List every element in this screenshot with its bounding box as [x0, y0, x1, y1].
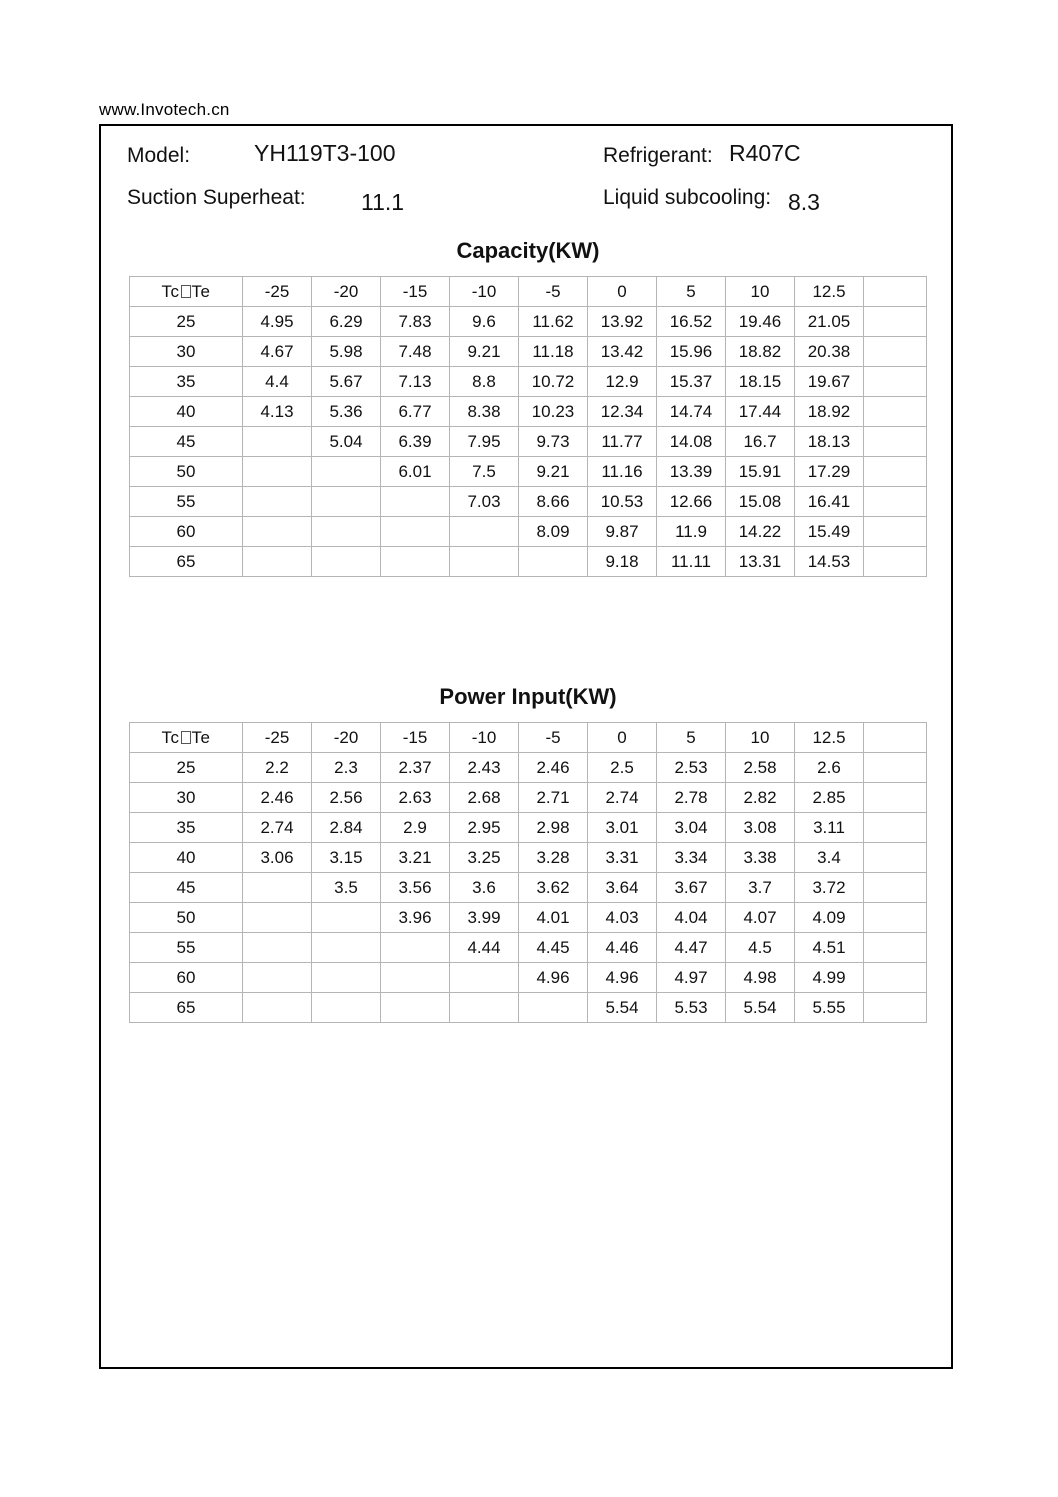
data-cell: 5.67 [312, 367, 381, 397]
corner-separator-icon [181, 285, 191, 298]
data-cell [381, 487, 450, 517]
data-cell: 17.44 [726, 397, 795, 427]
spec-header [127, 138, 927, 222]
data-cell: 5.36 [312, 397, 381, 427]
data-cell: 10.72 [519, 367, 588, 397]
site-url: www.Invotech.cn [99, 100, 230, 119]
liquid-subcooling-value: 8.3 [788, 189, 820, 215]
data-cell: 8.38 [450, 397, 519, 427]
data-cell [381, 993, 450, 1023]
row-header: 60 [130, 517, 243, 547]
data-cell: 5.54 [588, 993, 657, 1023]
data-cell: 12.66 [657, 487, 726, 517]
data-cell: 4.96 [519, 963, 588, 993]
data-cell: 21.05 [795, 307, 864, 337]
data-cell [450, 993, 519, 1023]
data-cell: 9.73 [519, 427, 588, 457]
refrigerant-value: R407C [729, 140, 801, 166]
data-cell [450, 547, 519, 577]
table-row [130, 427, 927, 457]
data-cell [381, 963, 450, 993]
table-row [130, 487, 927, 517]
row-header: 65 [130, 993, 243, 1023]
table-row [130, 517, 927, 547]
data-cell: 18.82 [726, 337, 795, 367]
data-cell: 3.08 [726, 813, 795, 843]
data-cell: 11.18 [519, 337, 588, 367]
row-header: 55 [130, 933, 243, 963]
column-header: 5 [657, 277, 726, 307]
data-cell: 3.15 [312, 843, 381, 873]
corner-label-left: Tc [161, 281, 180, 301]
table-row [130, 963, 927, 993]
data-cell-trailing [864, 307, 927, 337]
data-cell: 15.08 [726, 487, 795, 517]
column-header: -5 [519, 277, 588, 307]
table-row [130, 457, 927, 487]
data-cell: 8.66 [519, 487, 588, 517]
table-row [130, 903, 927, 933]
suction-superheat-label: Suction Superheat: [127, 186, 306, 209]
suction-superheat-value: 11.1 [361, 189, 405, 215]
row-header: 25 [130, 307, 243, 337]
row-header: 40 [130, 397, 243, 427]
data-cell: 10.23 [519, 397, 588, 427]
column-header-trailing [864, 277, 927, 307]
data-cell: 3.4 [795, 843, 864, 873]
data-cell: 3.96 [381, 903, 450, 933]
data-cell: 3.01 [588, 813, 657, 843]
data-cell: 7.13 [381, 367, 450, 397]
data-cell: 2.56 [312, 783, 381, 813]
data-cell: 12.34 [588, 397, 657, 427]
data-cell-trailing [864, 843, 927, 873]
data-cell: 4.4 [243, 367, 312, 397]
row-header: 45 [130, 427, 243, 457]
data-cell [381, 547, 450, 577]
data-cell [243, 487, 312, 517]
data-cell: 15.37 [657, 367, 726, 397]
data-cell: 3.21 [381, 843, 450, 873]
data-cell [243, 903, 312, 933]
data-cell: 4.51 [795, 933, 864, 963]
spec-header-row-1 [127, 138, 927, 180]
row-header: 60 [130, 963, 243, 993]
row-header: 45 [130, 873, 243, 903]
data-cell: 18.15 [726, 367, 795, 397]
data-cell-trailing [864, 963, 927, 993]
table-header-row [130, 277, 927, 307]
data-cell: 9.6 [450, 307, 519, 337]
column-header: 10 [726, 723, 795, 753]
column-header: 5 [657, 723, 726, 753]
data-cell [243, 457, 312, 487]
data-cell: 4.96 [588, 963, 657, 993]
power-input-title: Power Input(KW) [439, 684, 617, 709]
data-cell: 9.87 [588, 517, 657, 547]
data-cell [381, 517, 450, 547]
data-cell [519, 993, 588, 1023]
data-cell [450, 517, 519, 547]
column-header: 10 [726, 277, 795, 307]
data-cell: 4.99 [795, 963, 864, 993]
data-cell: 2.43 [450, 753, 519, 783]
data-cell-trailing [864, 903, 927, 933]
data-cell [312, 457, 381, 487]
data-cell: 19.46 [726, 307, 795, 337]
data-cell: 5.55 [795, 993, 864, 1023]
column-header: -25 [243, 723, 312, 753]
capacity-table [129, 276, 927, 577]
data-cell-trailing [864, 367, 927, 397]
data-cell: 3.62 [519, 873, 588, 903]
model-label: Model: [127, 144, 191, 167]
data-cell [243, 933, 312, 963]
spec-header-row-2 [127, 180, 927, 222]
data-cell [519, 547, 588, 577]
data-cell: 2.46 [519, 753, 588, 783]
data-cell: 11.9 [657, 517, 726, 547]
data-cell: 3.67 [657, 873, 726, 903]
data-cell: 4.97 [657, 963, 726, 993]
data-cell: 2.74 [243, 813, 312, 843]
data-cell: 3.11 [795, 813, 864, 843]
data-cell: 18.92 [795, 397, 864, 427]
data-cell: 4.03 [588, 903, 657, 933]
data-cell: 18.13 [795, 427, 864, 457]
data-cell: 3.99 [450, 903, 519, 933]
data-cell-trailing [864, 933, 927, 963]
data-cell-trailing [864, 993, 927, 1023]
corner-label-left: Tc [161, 727, 180, 747]
column-header: 0 [588, 277, 657, 307]
data-cell: 4.47 [657, 933, 726, 963]
liquid-subcooling-label: Liquid subcooling: [603, 186, 772, 209]
table-row [130, 993, 927, 1023]
data-cell: 3.31 [588, 843, 657, 873]
data-cell [243, 963, 312, 993]
data-cell: 9.18 [588, 547, 657, 577]
data-cell-trailing [864, 547, 927, 577]
model-value: YH119T3-100 [254, 140, 396, 166]
data-cell: 4.95 [243, 307, 312, 337]
data-cell: 5.53 [657, 993, 726, 1023]
table-row [130, 873, 927, 903]
data-cell: 2.37 [381, 753, 450, 783]
data-cell: 15.96 [657, 337, 726, 367]
data-cell: 2.58 [726, 753, 795, 783]
data-cell: 7.03 [450, 487, 519, 517]
data-cell: 4.46 [588, 933, 657, 963]
data-cell: 6.29 [312, 307, 381, 337]
data-cell: 3.56 [381, 873, 450, 903]
capacity-title: Capacity(KW) [456, 238, 600, 263]
data-cell: 2.68 [450, 783, 519, 813]
data-cell-trailing [864, 487, 927, 517]
table-header-row [130, 723, 927, 753]
column-header: 0 [588, 723, 657, 753]
row-header: 25 [130, 753, 243, 783]
corner-label-right: Te [191, 727, 211, 747]
table-row [130, 397, 927, 427]
data-cell [312, 903, 381, 933]
row-header: 50 [130, 457, 243, 487]
data-cell: 8.09 [519, 517, 588, 547]
data-cell [450, 963, 519, 993]
data-cell: 4.01 [519, 903, 588, 933]
data-cell-trailing [864, 337, 927, 367]
data-cell: 2.53 [657, 753, 726, 783]
data-cell: 5.04 [312, 427, 381, 457]
data-cell [243, 873, 312, 903]
data-cell: 4.44 [450, 933, 519, 963]
data-cell: 2.95 [450, 813, 519, 843]
data-cell [312, 487, 381, 517]
data-cell: 11.62 [519, 307, 588, 337]
table-row [130, 783, 927, 813]
data-cell [312, 547, 381, 577]
table-row [130, 547, 927, 577]
row-header: 30 [130, 337, 243, 367]
column-header: -5 [519, 723, 588, 753]
data-cell: 3.28 [519, 843, 588, 873]
data-cell: 3.72 [795, 873, 864, 903]
power-input-table [129, 722, 927, 1023]
data-cell-trailing [864, 517, 927, 547]
data-cell: 2.85 [795, 783, 864, 813]
row-header: 50 [130, 903, 243, 933]
data-cell: 2.9 [381, 813, 450, 843]
data-cell: 13.92 [588, 307, 657, 337]
data-cell [312, 933, 381, 963]
data-cell: 2.46 [243, 783, 312, 813]
data-cell-trailing [864, 813, 927, 843]
data-cell: 3.38 [726, 843, 795, 873]
data-cell: 14.22 [726, 517, 795, 547]
data-cell-trailing [864, 457, 927, 487]
data-cell: 9.21 [519, 457, 588, 487]
document-frame [99, 124, 953, 1369]
data-cell: 2.98 [519, 813, 588, 843]
data-cell: 2.2 [243, 753, 312, 783]
data-cell: 8.8 [450, 367, 519, 397]
table-row [130, 933, 927, 963]
table-corner-header [130, 277, 243, 307]
data-cell [312, 993, 381, 1023]
data-cell: 3.25 [450, 843, 519, 873]
data-cell: 4.04 [657, 903, 726, 933]
column-header: -25 [243, 277, 312, 307]
data-cell: 11.77 [588, 427, 657, 457]
column-header-trailing [864, 723, 927, 753]
data-cell: 7.95 [450, 427, 519, 457]
data-cell: 13.31 [726, 547, 795, 577]
row-header: 65 [130, 547, 243, 577]
data-cell: 7.5 [450, 457, 519, 487]
data-cell-trailing [864, 753, 927, 783]
data-cell: 14.74 [657, 397, 726, 427]
data-cell-trailing [864, 783, 927, 813]
data-cell: 3.64 [588, 873, 657, 903]
data-cell [312, 963, 381, 993]
data-cell: 16.41 [795, 487, 864, 517]
table-row [130, 843, 927, 873]
row-header: 35 [130, 367, 243, 397]
data-cell-trailing [864, 397, 927, 427]
column-header: -15 [381, 277, 450, 307]
data-cell: 2.5 [588, 753, 657, 783]
data-cell: 3.7 [726, 873, 795, 903]
data-cell: 7.83 [381, 307, 450, 337]
data-cell: 16.7 [726, 427, 795, 457]
data-cell: 2.63 [381, 783, 450, 813]
data-cell: 3.34 [657, 843, 726, 873]
data-cell: 2.3 [312, 753, 381, 783]
data-cell: 17.29 [795, 457, 864, 487]
table-row [130, 337, 927, 367]
column-header: -10 [450, 723, 519, 753]
data-cell: 6.01 [381, 457, 450, 487]
data-cell: 12.9 [588, 367, 657, 397]
data-cell: 19.67 [795, 367, 864, 397]
data-cell: 3.5 [312, 873, 381, 903]
data-cell: 5.54 [726, 993, 795, 1023]
data-cell [381, 933, 450, 963]
data-cell: 6.77 [381, 397, 450, 427]
data-cell: 15.49 [795, 517, 864, 547]
data-cell: 2.6 [795, 753, 864, 783]
data-cell: 6.39 [381, 427, 450, 457]
table-corner-header [130, 723, 243, 753]
data-cell: 3.6 [450, 873, 519, 903]
data-cell: 2.84 [312, 813, 381, 843]
row-header: 30 [130, 783, 243, 813]
power-input-section [101, 684, 955, 1023]
data-cell: 3.04 [657, 813, 726, 843]
data-cell: 4.09 [795, 903, 864, 933]
data-cell: 13.42 [588, 337, 657, 367]
data-cell [243, 547, 312, 577]
data-cell: 4.13 [243, 397, 312, 427]
data-cell: 3.06 [243, 843, 312, 873]
data-cell: 4.98 [726, 963, 795, 993]
data-cell: 9.21 [450, 337, 519, 367]
refrigerant-label: Refrigerant: [603, 144, 713, 167]
data-cell: 11.16 [588, 457, 657, 487]
data-cell-trailing [864, 873, 927, 903]
corner-label-right: Te [191, 281, 211, 301]
data-cell: 20.38 [795, 337, 864, 367]
table-row [130, 813, 927, 843]
column-header: -20 [312, 723, 381, 753]
column-header: -15 [381, 723, 450, 753]
data-cell: 5.98 [312, 337, 381, 367]
column-header: -20 [312, 277, 381, 307]
data-cell [312, 517, 381, 547]
data-cell: 15.91 [726, 457, 795, 487]
data-cell [243, 993, 312, 1023]
table-row [130, 367, 927, 397]
data-cell: 4.45 [519, 933, 588, 963]
data-cell: 2.74 [588, 783, 657, 813]
corner-separator-icon [181, 731, 191, 744]
data-cell: 14.53 [795, 547, 864, 577]
column-header: 12.5 [795, 723, 864, 753]
data-cell: 11.11 [657, 547, 726, 577]
data-cell: 4.67 [243, 337, 312, 367]
data-cell: 10.53 [588, 487, 657, 517]
data-cell: 2.82 [726, 783, 795, 813]
data-cell: 14.08 [657, 427, 726, 457]
data-cell [243, 517, 312, 547]
column-header: 12.5 [795, 277, 864, 307]
data-cell: 7.48 [381, 337, 450, 367]
capacity-section [101, 238, 955, 577]
row-header: 40 [130, 843, 243, 873]
data-cell [243, 427, 312, 457]
data-cell: 16.52 [657, 307, 726, 337]
data-cell-trailing [864, 427, 927, 457]
table-row [130, 753, 927, 783]
column-header: -10 [450, 277, 519, 307]
row-header: 35 [130, 813, 243, 843]
data-cell: 2.78 [657, 783, 726, 813]
data-cell: 2.71 [519, 783, 588, 813]
row-header: 55 [130, 487, 243, 517]
data-cell: 13.39 [657, 457, 726, 487]
table-row [130, 307, 927, 337]
data-cell: 4.5 [726, 933, 795, 963]
data-cell: 4.07 [726, 903, 795, 933]
